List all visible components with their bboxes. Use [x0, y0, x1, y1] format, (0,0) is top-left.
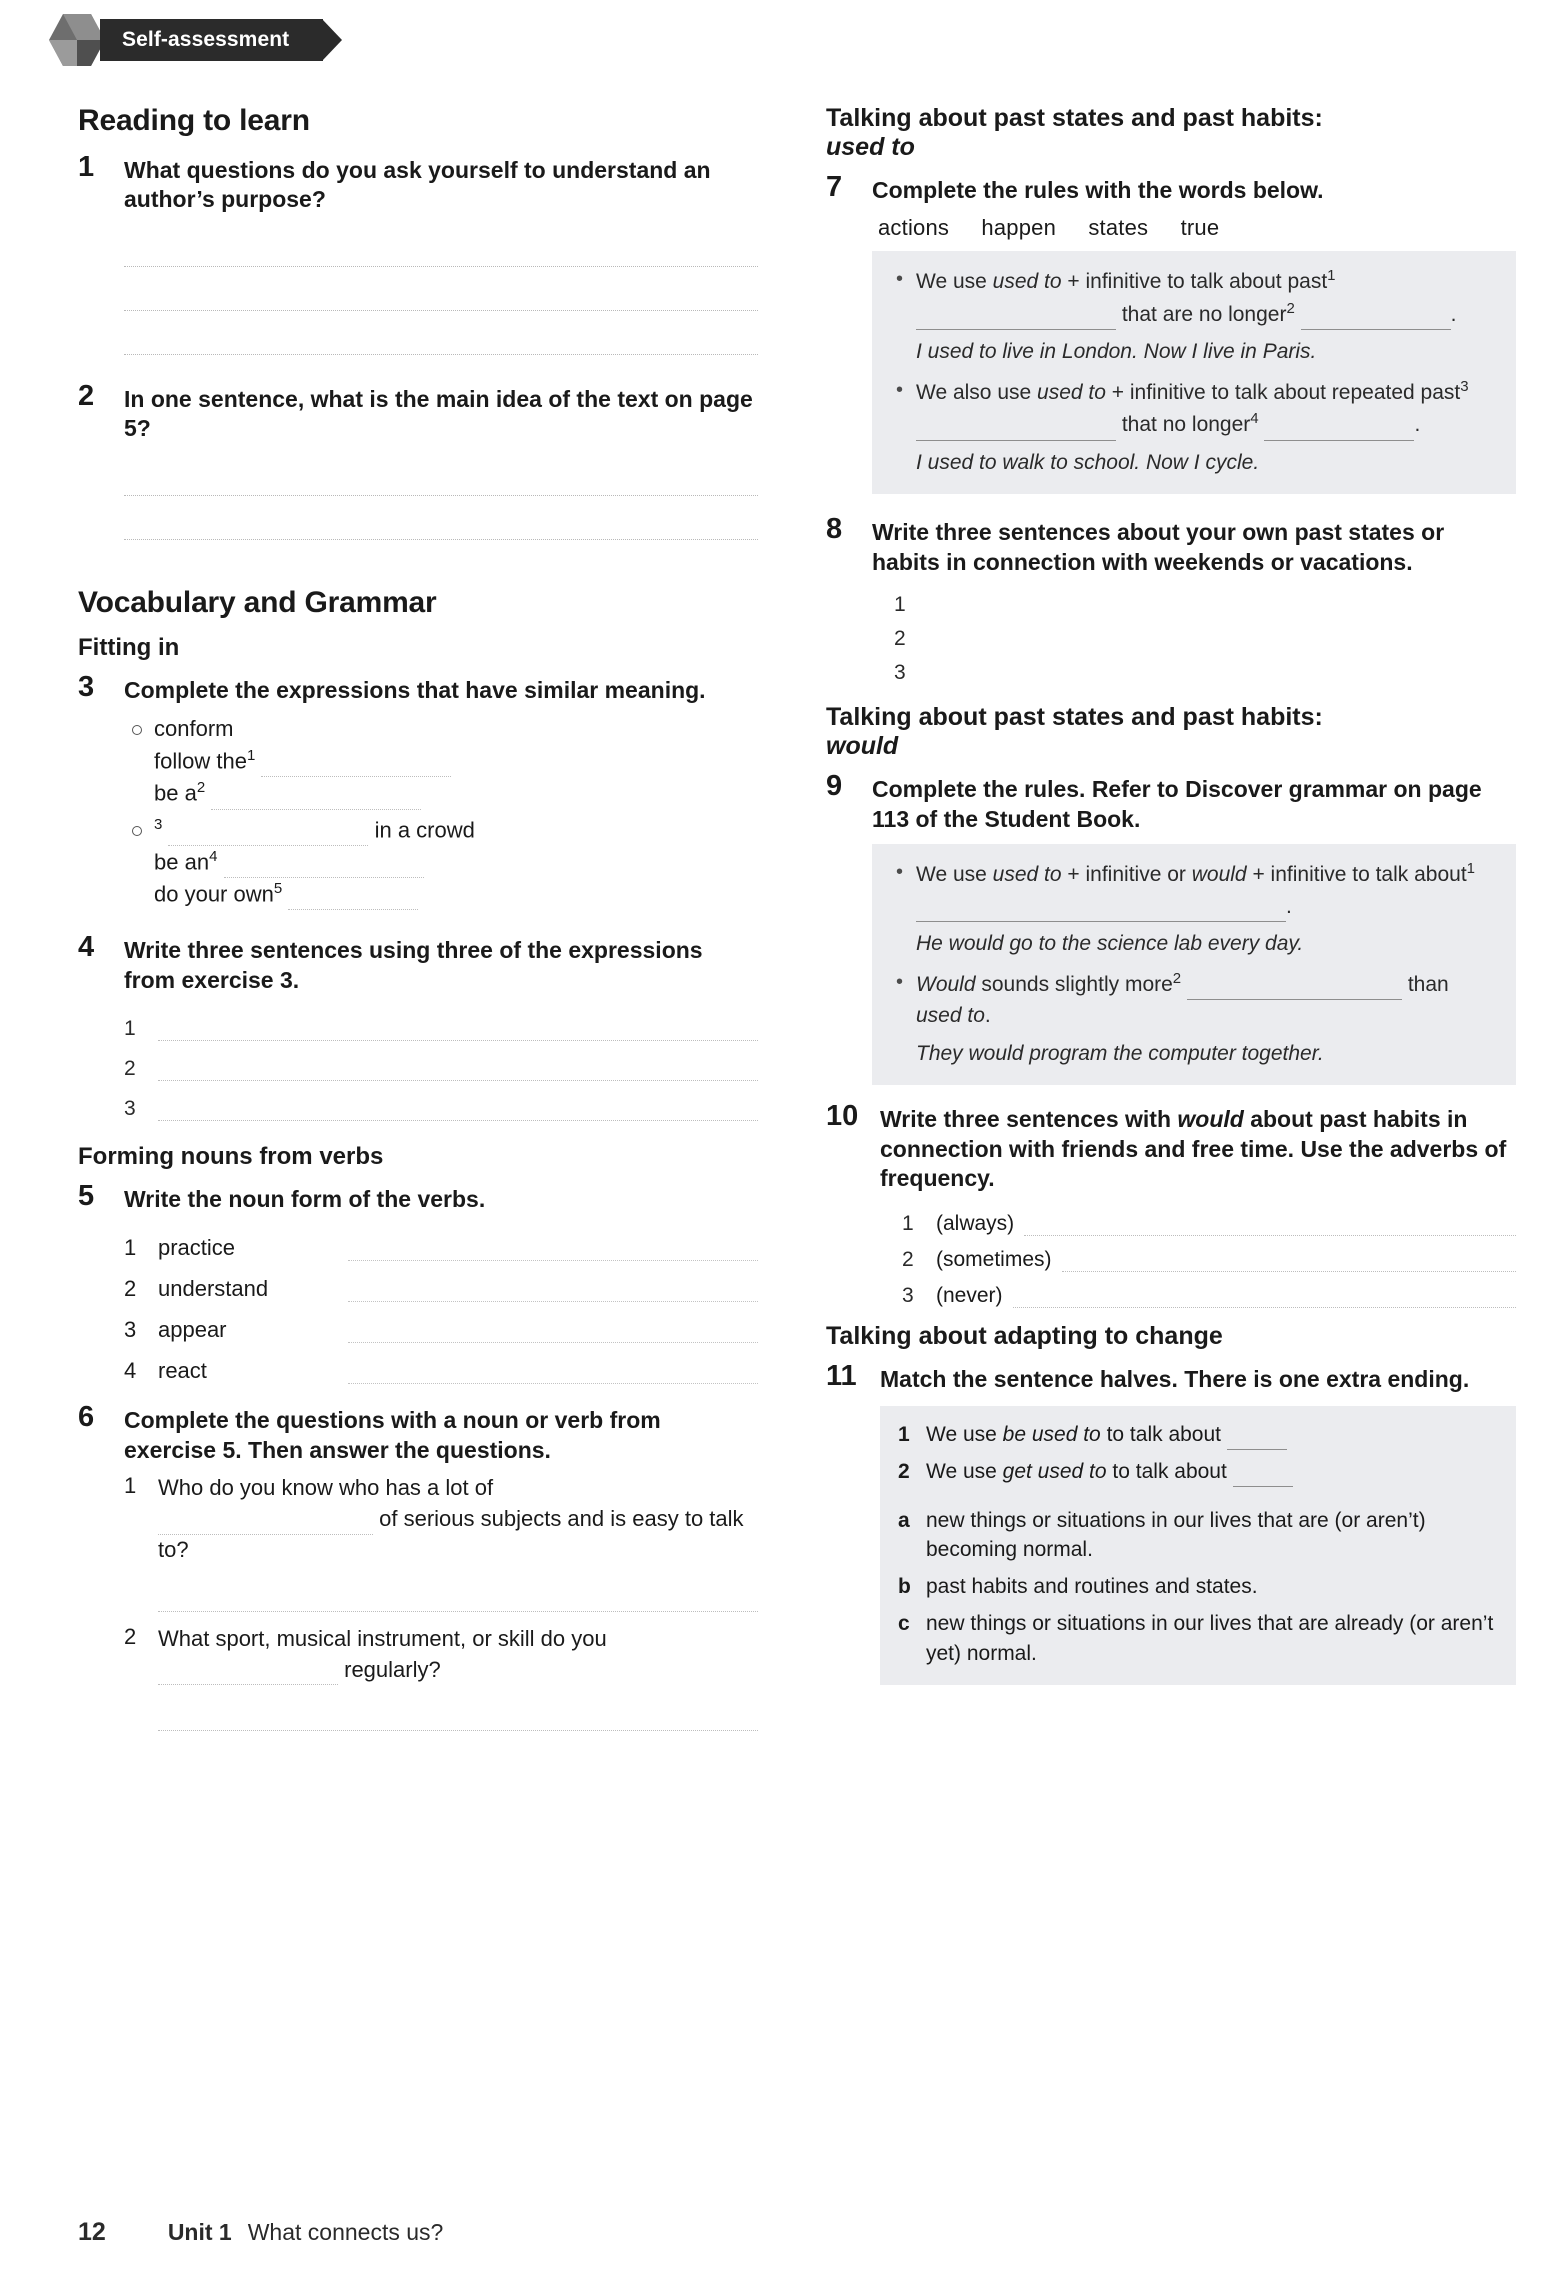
answer-line[interactable] [124, 452, 758, 496]
section-title-used-to [826, 104, 1516, 162]
blank-field[interactable] [211, 790, 421, 810]
answer-line[interactable] [124, 496, 758, 540]
answer-line[interactable] [928, 623, 1516, 651]
ending-text: new things or situations in our lives that are already (or aren’t yet) normal. [926, 1612, 1494, 1665]
answer-line[interactable] [928, 657, 1516, 685]
exercise-2 [78, 381, 758, 540]
exercise-11-number: 11 [826, 1359, 857, 1392]
exercise-4-answer-rows [124, 1001, 758, 1121]
expression-text: be an [154, 849, 210, 875]
rule-text: that are no longer [1121, 302, 1287, 326]
ending-text: past habits and routines and states. [926, 1575, 1258, 1599]
stem-key: 2 [898, 1459, 910, 1483]
row-number: 1 [124, 1017, 136, 1041]
unit-title: What connects us? [247, 2219, 444, 2245]
verb-word: practice [158, 1235, 236, 1261]
answer-line[interactable] [1024, 1208, 1516, 1236]
exercise-8-prompt: Write three sentences about your own past states or habits in connection with weekends or vacations. [872, 519, 1445, 575]
match-ending-row[interactable] [898, 1609, 1498, 1669]
prompt-part: Write three sentences with [880, 1106, 1178, 1133]
stem-text: We use [926, 1459, 1003, 1483]
answer-line[interactable] [158, 1093, 758, 1121]
exercise-6-question-list [124, 1473, 758, 1731]
rule-example: They would program the computer together. [916, 1041, 1324, 1065]
rule-item: • Would sounds slightly more$^2$ than used to. [892, 968, 1496, 1032]
rule-text: sounds slightly more [981, 972, 1173, 996]
match-stem-row[interactable] [898, 1457, 1498, 1487]
blank-field[interactable] [158, 1515, 373, 1535]
rule-item: • We use used to + infinitive or would + infinitive to talk about$^1$ . [892, 858, 1496, 922]
answer-line[interactable] [158, 1053, 758, 1081]
rule-text: + infinitive or [1067, 863, 1186, 887]
expression-text: be a [154, 780, 197, 806]
row-number: 2 [124, 1276, 137, 1302]
word-bank-item: happen [981, 215, 1057, 241]
blank-number: 2 [1172, 969, 1182, 987]
answer-line[interactable] [124, 223, 758, 267]
blank-field[interactable] [224, 858, 424, 878]
row-number: 1 [124, 1235, 137, 1261]
rule-item: • We also use used to + infinitive to talk about repeated past$^3$ that no longer$^4$ . [892, 376, 1496, 441]
rule-keyword: Would [916, 972, 976, 996]
blank-number: 3 [1460, 377, 1469, 395]
rule-text: + infinitive to talk about past [1067, 270, 1328, 294]
answer-row[interactable] [124, 1081, 758, 1121]
expression-text: follow the [154, 748, 247, 774]
self-assessment-tab: Self-assessment [100, 19, 323, 61]
verb-row[interactable] [124, 1343, 758, 1384]
exercise-8-number: 8 [826, 513, 843, 546]
stem-key: 1 [898, 1422, 910, 1446]
expression-text: do your own [154, 881, 274, 907]
answer-line[interactable] [348, 1276, 758, 1302]
rule-keyword: would [1191, 863, 1247, 887]
rule-item: • We use used to + infinitive to talk about past$^1$ that are no longer$^2$ . [892, 265, 1496, 330]
blank-field[interactable] [1187, 980, 1402, 1000]
blank-number: 5 [273, 879, 283, 897]
answer-line[interactable] [1062, 1244, 1516, 1272]
exercise-1-prompt: What questions do you ask yourself to understand an author’s purpose? [124, 157, 711, 213]
blank-field[interactable] [1264, 421, 1414, 441]
exercise-1 [78, 152, 758, 355]
section-title-line1: Talking about past states and past habits: [826, 104, 1323, 132]
exercise-1-answer-area[interactable] [124, 223, 758, 355]
exercise-4 [78, 932, 758, 1121]
ending-key: a [898, 1508, 910, 1532]
rule-example: He would go to the science lab every day. [916, 932, 1304, 956]
answer-row[interactable] [158, 1691, 758, 1731]
answer-row[interactable] [894, 617, 1516, 651]
exercise-5 [78, 1181, 758, 1384]
stem-text: We use [926, 1422, 1003, 1446]
blank-field[interactable] [1233, 1467, 1293, 1487]
answer-row[interactable] [902, 1272, 1516, 1308]
row-number: 1 [124, 1473, 137, 1499]
row-number: 3 [124, 1317, 137, 1343]
exercise-7-rules-box [872, 251, 1516, 494]
right-column [826, 104, 1516, 1685]
exercise-10-answer-rows [880, 1200, 1516, 1308]
blank-number: 3 [154, 815, 163, 833]
blank-field[interactable] [261, 757, 451, 777]
blank-field[interactable] [1227, 1430, 1287, 1450]
answer-line[interactable] [124, 311, 758, 355]
prompt-keyword: would [1177, 1106, 1244, 1133]
page-number: 12 [78, 2218, 106, 2246]
row-number: 3 [124, 1097, 136, 1121]
row-number: 2 [902, 1247, 914, 1271]
word-bank-item: actions [878, 215, 950, 241]
exercise-2-prompt: In one sentence, what is the main idea of the text on page 5? [124, 385, 753, 442]
blank-field[interactable] [158, 1665, 338, 1685]
exercise-9-rules-box [872, 844, 1516, 1085]
ending-key: c [898, 1612, 910, 1635]
ending-key: b [898, 1575, 911, 1599]
rule-text: than [1407, 972, 1449, 996]
exercise-10-prompt [880, 1105, 1516, 1193]
expression-text: in a crowd [374, 816, 475, 842]
row-number: 3 [894, 661, 906, 685]
row-number: 4 [124, 1358, 137, 1384]
exercise-10-number: 10 [826, 1100, 859, 1133]
prompt-part: about past habits in connection with friends and free time. Use the adverbs of frequency. [880, 1106, 1507, 1192]
question-text: of serious subjects and is easy to talk to? [158, 1506, 744, 1562]
answer-row[interactable] [902, 1200, 1516, 1236]
answer-line[interactable] [348, 1317, 758, 1343]
stem-keyword: get used to [1002, 1459, 1107, 1483]
exercise-3-prompt: Complete the expressions that have similar meaning. [124, 676, 706, 703]
list-item [124, 814, 758, 911]
exercise-8 [826, 514, 1516, 685]
exercise-4-prompt: Write three sentences using three of the expressions from exercise 3. [124, 937, 703, 993]
exercise-6 [78, 1402, 758, 1731]
match-stem-row[interactable] [898, 1420, 1498, 1450]
answer-row[interactable] [902, 1236, 1516, 1272]
match-ending-row[interactable] [898, 1506, 1498, 1566]
adverb-label: (sometimes) [936, 1247, 1052, 1271]
word-bank-item: true [1180, 215, 1220, 241]
rule-keyword: used to [1037, 380, 1106, 404]
rule-text: that no longer [1121, 413, 1251, 437]
answer-line[interactable] [158, 1013, 758, 1041]
section-title-line2: used to [826, 133, 915, 161]
verb-word: appear [158, 1317, 227, 1343]
exercise-7-word-bank [878, 215, 1516, 241]
exercise-8-answer-rows [872, 583, 1516, 685]
row-number: 2 [124, 1057, 136, 1081]
answer-row[interactable] [124, 1001, 758, 1041]
section-title-vocabulary-and-grammar: Vocabulary and Grammar [78, 585, 437, 619]
exercise-6-prompt: Complete the questions with a noun or verb from exercise 5. Then answer the questions. [124, 1407, 661, 1463]
expression-text: conform [154, 716, 234, 742]
answer-line[interactable] [124, 267, 758, 311]
blank-field[interactable] [916, 310, 1116, 330]
blank-field[interactable] [916, 902, 1286, 922]
rule-keyword: used to [992, 270, 1062, 294]
verb-row[interactable] [124, 1261, 758, 1302]
question-text: Who do you know who has a lot of [158, 1475, 494, 1501]
row-number: 3 [902, 1283, 914, 1307]
rule-text: We use [916, 863, 987, 887]
exercise-9-prompt: Complete the rules. Refer to Discover grammar on page 113 of the Student Book. [872, 776, 1482, 832]
exercise-9-number: 9 [826, 770, 843, 803]
stem-text: to talk about [1106, 1459, 1227, 1483]
stem-text: to talk about [1100, 1422, 1221, 1446]
rule-keyword: used to [992, 863, 1062, 887]
exercise-1-number: 1 [78, 151, 95, 183]
stem-keyword: be used to [1002, 1422, 1101, 1446]
adverb-label: (always) [936, 1211, 1015, 1235]
section-title-line2: would [826, 732, 899, 761]
exercise-4-number: 4 [78, 931, 95, 964]
exercise-2-number: 2 [78, 379, 95, 412]
blank-field[interactable] [1301, 310, 1451, 330]
exercise-11 [826, 1361, 1516, 1685]
blank-field[interactable] [288, 890, 418, 910]
exercise-2-answer-area[interactable] [124, 452, 758, 540]
row-number: 2 [894, 627, 906, 651]
list-item [124, 713, 758, 809]
question-text: regularly? [344, 1656, 441, 1682]
rule-text: + infinitive to talk about repeated past [1111, 380, 1461, 404]
exercise-5-verb-list [124, 1220, 758, 1384]
question-text: What sport, musical instrument, or skill do you [158, 1625, 607, 1651]
unit-label: Unit 1 [167, 2219, 232, 2245]
verb-row[interactable] [124, 1302, 758, 1343]
rule-text: + infinitive to talk about [1252, 863, 1467, 887]
answer-row[interactable] [158, 1572, 758, 1612]
exercise-10 [826, 1101, 1516, 1307]
blank-number: 1 [1466, 860, 1476, 878]
exercise-5-number: 5 [78, 1180, 95, 1213]
blank-number: 4 [1250, 410, 1259, 428]
answer-row[interactable] [894, 651, 1516, 685]
row-number: 2 [124, 1623, 137, 1649]
answer-line[interactable] [348, 1235, 758, 1261]
blank-field[interactable] [916, 421, 1116, 441]
page-header [48, 14, 323, 66]
blank-field[interactable] [168, 826, 368, 846]
blank-number: 1 [1327, 267, 1336, 285]
row-number: 1 [902, 1211, 914, 1235]
section-title-would [826, 703, 1516, 761]
answer-row[interactable] [124, 1041, 758, 1081]
exercise-7-number: 7 [826, 171, 843, 203]
ending-text: new things or situations in our lives that are (or aren’t) becoming normal. [926, 1508, 1426, 1562]
answer-line[interactable] [348, 1358, 758, 1384]
answer-row[interactable] [894, 583, 1516, 617]
verb-word: react [158, 1358, 207, 1384]
blank-number: 2 [1286, 299, 1295, 317]
match-ending-row[interactable] [898, 1572, 1498, 1602]
rule-text: We also use [916, 380, 1032, 404]
subsection-forming-nouns-from-verbs: Forming nouns from verbs [78, 1143, 384, 1171]
adverb-label: (never) [936, 1283, 1003, 1307]
exercise-11-match-box [880, 1406, 1516, 1685]
question-item [124, 1624, 758, 1686]
answer-line[interactable] [158, 1584, 758, 1612]
answer-line[interactable] [1013, 1280, 1516, 1308]
blank-number: 4 [209, 847, 218, 865]
exercise-3-expression-list [124, 713, 758, 910]
exercise-6-number: 6 [78, 1401, 95, 1434]
rule-example: I used to live in London. Now I live in Paris. [916, 340, 1317, 364]
page-footer [78, 2218, 443, 2247]
exercise-9 [826, 771, 1516, 1085]
verb-word: understand [158, 1276, 269, 1302]
rule-text: We use [916, 270, 987, 294]
section-title-reading-to-learn: Reading to learn [78, 104, 310, 137]
row-number: 1 [894, 593, 906, 617]
question-item [124, 1473, 758, 1565]
answer-line[interactable] [158, 1703, 758, 1731]
exercise-3-number: 3 [78, 670, 95, 703]
rule-keyword: used to [916, 1004, 985, 1028]
left-column [78, 104, 758, 1731]
word-bank-item: states [1088, 215, 1149, 241]
exercise-7-prompt: Complete the rules with the words below. [872, 177, 1324, 203]
answer-line[interactable] [928, 589, 1516, 617]
verb-row[interactable] [124, 1220, 758, 1261]
section-title-line1: Talking about past states and past habits: [826, 703, 1323, 732]
spacer [898, 1494, 1498, 1506]
blank-number: 2 [196, 779, 206, 797]
subsection-fitting-in: Fitting in [78, 633, 180, 661]
rule-example: I used to walk to school. Now I cycle. [916, 450, 1260, 474]
blank-number: 1 [246, 747, 256, 765]
exercise-5-prompt: Write the noun form of the verbs. [124, 1186, 486, 1213]
hexagon-logo-icon [48, 12, 106, 68]
exercise-7 [826, 172, 1516, 494]
exercise-3 [78, 672, 758, 914]
section-title-adapting-to-change: Talking about adapting to change [826, 1321, 1223, 1350]
exercise-11-prompt: Match the sentence halves. There is one extra ending. [880, 1365, 1470, 1392]
